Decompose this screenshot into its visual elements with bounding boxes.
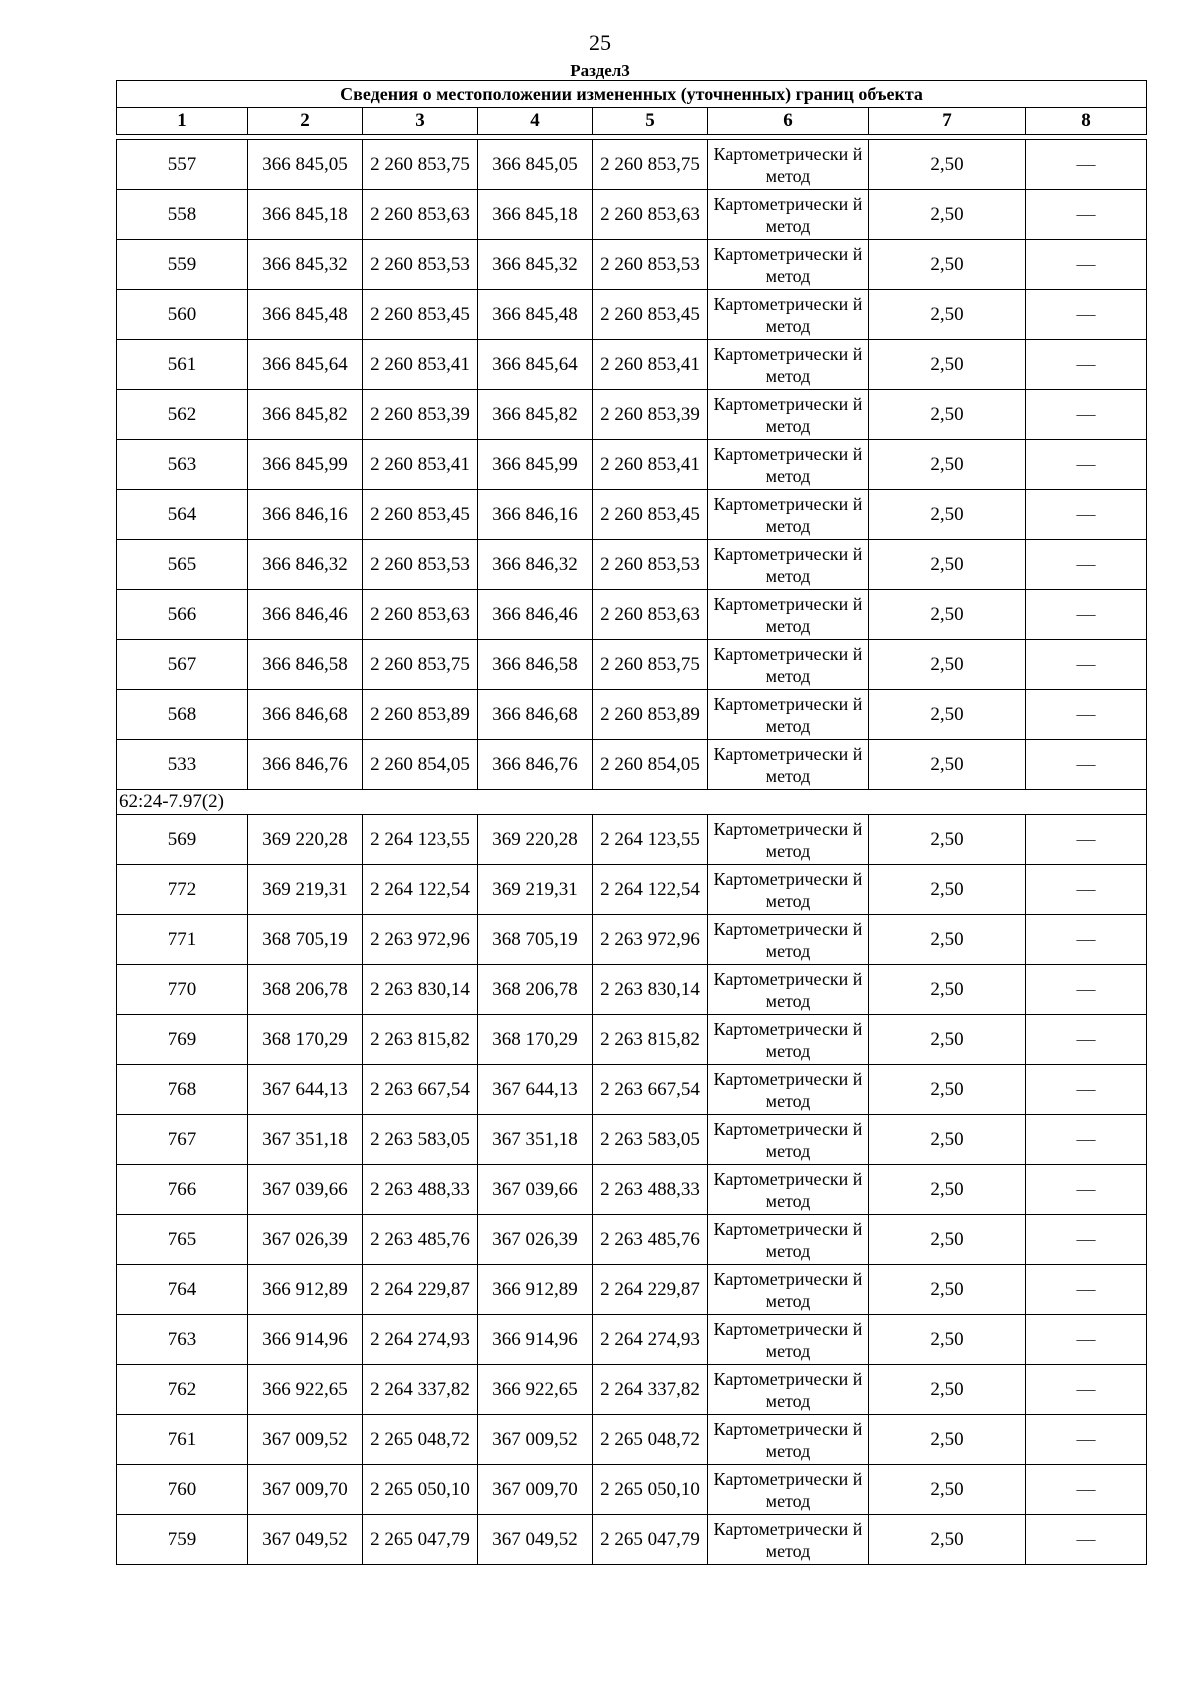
y-new-cell: 2 260 853,89 [593,690,708,740]
table-row [117,1215,1147,1265]
y-new-cell: 2 263 667,54 [593,1065,708,1115]
y-new-cell: 2 260 853,41 [593,340,708,390]
method-cell: Картометрически й метод [708,390,869,440]
method-cell: Картометрически й метод [708,1215,869,1265]
accuracy-cell: 2,50 [869,1215,1026,1265]
table-row [117,440,1147,490]
x-new-cell: 366 845,32 [478,240,593,290]
y-old-cell: 2 260 853,39 [363,390,478,440]
table-body [117,140,1147,1565]
column-number-row [117,108,1147,135]
column-number-1: 1 [117,108,248,135]
y-new-cell: 2 263 972,96 [593,915,708,965]
y-old-cell: 2 263 972,96 [363,915,478,965]
table-row [117,690,1147,740]
point-number-cell: 562 [117,390,248,440]
point-number-cell: 767 [117,1115,248,1165]
x-old-cell: 368 206,78 [248,965,363,1015]
x-new-cell: 366 845,48 [478,290,593,340]
boundary-coordinates-table [116,80,1147,1565]
method-cell: Картометрически й метод [708,340,869,390]
y-new-cell: 2 260 853,53 [593,240,708,290]
point-number-cell: 567 [117,640,248,690]
column-number-7: 7 [869,108,1026,135]
accuracy-cell: 2,50 [869,140,1026,190]
point-number-cell: 762 [117,1365,248,1415]
column-number-3: 3 [363,108,478,135]
y-old-cell: 2 264 274,93 [363,1315,478,1365]
y-old-cell: 2 263 583,05 [363,1115,478,1165]
accuracy-cell: 2,50 [869,1315,1026,1365]
point-number-cell: 566 [117,590,248,640]
description-cell: — [1026,640,1147,690]
x-new-cell: 366 846,46 [478,590,593,640]
description-cell: — [1026,1015,1147,1065]
y-new-cell: 2 265 048,72 [593,1415,708,1465]
table-row [117,815,1147,865]
x-old-cell: 366 846,58 [248,640,363,690]
description-cell: — [1026,1065,1147,1115]
method-cell: Картометрически й метод [708,140,869,190]
description-cell: — [1026,740,1147,790]
description-cell: — [1026,190,1147,240]
point-number-cell: 766 [117,1165,248,1215]
y-old-cell: 2 260 853,89 [363,690,478,740]
x-new-cell: 366 846,32 [478,540,593,590]
table-row [117,1115,1147,1165]
method-cell: Картометрически й метод [708,915,869,965]
table-row [117,740,1147,790]
y-new-cell: 2 260 853,75 [593,640,708,690]
table-row [117,490,1147,540]
accuracy-cell: 2,50 [869,1015,1026,1065]
method-cell: Картометрически й метод [708,190,869,240]
point-number-cell: 568 [117,690,248,740]
x-old-cell: 367 026,39 [248,1215,363,1265]
method-cell: Картометрически й метод [708,1115,869,1165]
point-number-cell: 569 [117,815,248,865]
y-new-cell: 2 260 853,41 [593,440,708,490]
description-cell: — [1026,1315,1147,1365]
description-cell: — [1026,1515,1147,1565]
description-cell: — [1026,340,1147,390]
table-row [117,1515,1147,1565]
method-cell: Картометрически й метод [708,1465,869,1515]
y-new-cell: 2 265 050,10 [593,1465,708,1515]
point-number-cell: 764 [117,1265,248,1315]
y-new-cell: 2 265 047,79 [593,1515,708,1565]
point-number-cell: 761 [117,1415,248,1465]
point-number-cell: 563 [117,440,248,490]
x-old-cell: 367 049,52 [248,1515,363,1565]
x-new-cell: 368 170,29 [478,1015,593,1065]
table-row [117,1015,1147,1065]
method-cell: Картометрически й метод [708,865,869,915]
method-cell: Картометрически й метод [708,490,869,540]
point-number-cell: 559 [117,240,248,290]
x-new-cell: 366 845,18 [478,190,593,240]
y-old-cell: 2 260 853,53 [363,240,478,290]
y-old-cell: 2 260 853,41 [363,440,478,490]
y-old-cell: 2 265 050,10 [363,1465,478,1515]
method-cell: Картометрически й метод [708,240,869,290]
x-old-cell: 367 009,70 [248,1465,363,1515]
accuracy-cell: 2,50 [869,490,1026,540]
x-new-cell: 366 845,99 [478,440,593,490]
y-new-cell: 2 263 815,82 [593,1015,708,1065]
x-new-cell: 369 219,31 [478,865,593,915]
description-cell: — [1026,240,1147,290]
y-new-cell: 2 264 274,93 [593,1315,708,1365]
y-new-cell: 2 264 123,55 [593,815,708,865]
method-cell: Картометрически й метод [708,540,869,590]
y-new-cell: 2 260 853,45 [593,290,708,340]
accuracy-cell: 2,50 [869,240,1026,290]
y-old-cell: 2 260 854,05 [363,740,478,790]
description-cell: — [1026,1115,1147,1165]
accuracy-cell: 2,50 [869,340,1026,390]
y-new-cell: 2 260 853,39 [593,390,708,440]
point-number-cell: 763 [117,1315,248,1365]
method-cell: Картометрически й метод [708,1265,869,1315]
y-old-cell: 2 264 337,82 [363,1365,478,1415]
accuracy-cell: 2,50 [869,1515,1026,1565]
method-cell: Картометрически й метод [708,440,869,490]
accuracy-cell: 2,50 [869,540,1026,590]
table-row [117,1415,1147,1465]
y-old-cell: 2 260 853,41 [363,340,478,390]
accuracy-cell: 2,50 [869,1415,1026,1465]
y-old-cell: 2 264 122,54 [363,865,478,915]
method-cell: Картометрически й метод [708,1315,869,1365]
x-new-cell: 367 009,52 [478,1415,593,1465]
accuracy-cell: 2,50 [869,1265,1026,1315]
accuracy-cell: 2,50 [869,190,1026,240]
group-header-row [117,790,1147,815]
x-old-cell: 367 644,13 [248,1065,363,1115]
x-new-cell: 366 846,58 [478,640,593,690]
y-new-cell: 2 264 229,87 [593,1265,708,1315]
method-cell: Картометрически й метод [708,640,869,690]
x-new-cell: 366 922,65 [478,1365,593,1415]
method-cell: Картометрически й метод [708,740,869,790]
x-old-cell: 366 846,68 [248,690,363,740]
y-new-cell: 2 260 853,63 [593,590,708,640]
point-number-cell: 760 [117,1465,248,1515]
method-cell: Картометрически й метод [708,1515,869,1565]
x-new-cell: 367 009,70 [478,1465,593,1515]
table-row [117,1065,1147,1115]
x-old-cell: 366 846,16 [248,490,363,540]
accuracy-cell: 2,50 [869,1115,1026,1165]
point-number-cell: 561 [117,340,248,390]
method-cell: Картометрически й метод [708,815,869,865]
x-new-cell: 366 846,68 [478,690,593,740]
accuracy-cell: 2,50 [869,915,1026,965]
x-old-cell: 366 846,76 [248,740,363,790]
x-new-cell: 366 846,76 [478,740,593,790]
table-row [117,240,1147,290]
group-label: 62:24-7.97(2) [117,790,1147,815]
x-new-cell: 366 845,64 [478,340,593,390]
description-cell: — [1026,440,1147,490]
accuracy-cell: 2,50 [869,965,1026,1015]
y-old-cell: 2 260 853,75 [363,140,478,190]
x-old-cell: 367 351,18 [248,1115,363,1165]
description-cell: — [1026,965,1147,1015]
description-cell: — [1026,540,1147,590]
y-old-cell: 2 260 853,63 [363,590,478,640]
x-old-cell: 367 009,52 [248,1415,363,1465]
method-cell: Картометрически й метод [708,690,869,740]
method-cell: Картометрически й метод [708,1365,869,1415]
y-old-cell: 2 260 853,63 [363,190,478,240]
method-cell: Картометрически й метод [708,1015,869,1065]
y-old-cell: 2 260 853,45 [363,290,478,340]
x-old-cell: 368 705,19 [248,915,363,965]
method-cell: Картометрически й метод [708,965,869,1015]
y-old-cell: 2 263 485,76 [363,1215,478,1265]
description-cell: — [1026,1215,1147,1265]
method-cell: Картометрически й метод [708,1165,869,1215]
y-old-cell: 2 264 123,55 [363,815,478,865]
point-number-cell: 771 [117,915,248,965]
description-cell: — [1026,690,1147,740]
y-old-cell: 2 260 853,53 [363,540,478,590]
method-cell: Картометрически й метод [708,1065,869,1115]
x-old-cell: 366 845,32 [248,240,363,290]
y-new-cell: 2 260 853,63 [593,190,708,240]
column-number-6: 6 [708,108,869,135]
point-number-cell: 769 [117,1015,248,1065]
x-old-cell: 366 845,82 [248,390,363,440]
y-old-cell: 2 265 047,79 [363,1515,478,1565]
y-old-cell: 2 265 048,72 [363,1415,478,1465]
method-cell: Картометрически й метод [708,1415,869,1465]
x-old-cell: 366 845,18 [248,190,363,240]
y-new-cell: 2 260 854,05 [593,740,708,790]
table-row [117,190,1147,240]
table-row [117,640,1147,690]
point-number-cell: 560 [117,290,248,340]
x-old-cell: 369 219,31 [248,865,363,915]
section-title: Раздел3 [570,61,630,80]
description-cell: — [1026,815,1147,865]
column-number-2: 2 [248,108,363,135]
table-row [117,340,1147,390]
point-number-cell: 768 [117,1065,248,1115]
x-new-cell: 366 845,05 [478,140,593,190]
table-row [117,865,1147,915]
description-cell: — [1026,590,1147,640]
column-number-8: 8 [1026,108,1147,135]
point-number-cell: 565 [117,540,248,590]
description-cell: — [1026,1415,1147,1465]
x-old-cell: 369 220,28 [248,815,363,865]
x-old-cell: 368 170,29 [248,1015,363,1065]
accuracy-cell: 2,50 [869,1365,1026,1415]
x-old-cell: 366 846,46 [248,590,363,640]
x-old-cell: 366 922,65 [248,1365,363,1415]
description-cell: — [1026,1365,1147,1415]
table-row [117,965,1147,1015]
x-old-cell: 366 912,89 [248,1265,363,1315]
description-cell: — [1026,290,1147,340]
description-cell: — [1026,865,1147,915]
accuracy-cell: 2,50 [869,390,1026,440]
y-old-cell: 2 263 815,82 [363,1015,478,1065]
y-old-cell: 2 260 853,45 [363,490,478,540]
point-number-cell: 557 [117,140,248,190]
accuracy-cell: 2,50 [869,1465,1026,1515]
accuracy-cell: 2,50 [869,1165,1026,1215]
y-new-cell: 2 264 337,82 [593,1365,708,1415]
description-cell: — [1026,915,1147,965]
table-row [117,390,1147,440]
y-old-cell: 2 260 853,75 [363,640,478,690]
accuracy-cell: 2,50 [869,1065,1026,1115]
accuracy-cell: 2,50 [869,590,1026,640]
table-row [117,540,1147,590]
x-new-cell: 366 846,16 [478,490,593,540]
method-cell: Картометрически й метод [708,290,869,340]
table-row [117,915,1147,965]
y-new-cell: 2 263 583,05 [593,1115,708,1165]
x-new-cell: 369 220,28 [478,815,593,865]
point-number-cell: 564 [117,490,248,540]
column-number-4: 4 [478,108,593,135]
x-old-cell: 366 845,05 [248,140,363,190]
x-old-cell: 366 845,99 [248,440,363,490]
y-old-cell: 2 264 229,87 [363,1265,478,1315]
x-new-cell: 367 351,18 [478,1115,593,1165]
point-number-cell: 770 [117,965,248,1015]
description-cell: — [1026,1465,1147,1515]
x-new-cell: 367 644,13 [478,1065,593,1115]
table-row [117,290,1147,340]
y-old-cell: 2 263 830,14 [363,965,478,1015]
x-old-cell: 366 846,32 [248,540,363,590]
method-cell: Картометрически й метод [708,590,869,640]
accuracy-cell: 2,50 [869,690,1026,740]
description-cell: — [1026,390,1147,440]
accuracy-cell: 2,50 [869,865,1026,915]
description-cell: — [1026,1165,1147,1215]
x-old-cell: 366 845,64 [248,340,363,390]
y-new-cell: 2 263 830,14 [593,965,708,1015]
x-new-cell: 368 206,78 [478,965,593,1015]
point-number-cell: 765 [117,1215,248,1265]
point-number-cell: 558 [117,190,248,240]
accuracy-cell: 2,50 [869,740,1026,790]
x-new-cell: 367 039,66 [478,1165,593,1215]
x-old-cell: 366 845,48 [248,290,363,340]
description-cell: — [1026,490,1147,540]
x-new-cell: 366 845,82 [478,390,593,440]
y-new-cell: 2 263 485,76 [593,1215,708,1265]
x-old-cell: 367 039,66 [248,1165,363,1215]
page-number: 25 [589,30,611,55]
x-old-cell: 366 914,96 [248,1315,363,1365]
accuracy-cell: 2,50 [869,640,1026,690]
y-new-cell: 2 260 853,53 [593,540,708,590]
point-number-cell: 759 [117,1515,248,1565]
x-new-cell: 367 049,52 [478,1515,593,1565]
table-row [117,1365,1147,1415]
y-old-cell: 2 263 488,33 [363,1165,478,1215]
y-old-cell: 2 263 667,54 [363,1065,478,1115]
table-row [117,140,1147,190]
y-new-cell: 2 260 853,45 [593,490,708,540]
y-new-cell: 2 263 488,33 [593,1165,708,1215]
table-row [117,1165,1147,1215]
column-number-5: 5 [593,108,708,135]
point-number-cell: 772 [117,865,248,915]
y-new-cell: 2 260 853,75 [593,140,708,190]
table-row [117,1315,1147,1365]
table-caption: Сведения о местоположении измененных (уточненных) границ объекта [117,81,1147,108]
table-row [117,1465,1147,1515]
x-new-cell: 367 026,39 [478,1215,593,1265]
description-cell: — [1026,1265,1147,1315]
description-cell: — [1026,140,1147,190]
accuracy-cell: 2,50 [869,815,1026,865]
x-new-cell: 366 914,96 [478,1315,593,1365]
table-row [117,1265,1147,1315]
accuracy-cell: 2,50 [869,290,1026,340]
table-row [117,590,1147,640]
y-new-cell: 2 264 122,54 [593,865,708,915]
x-new-cell: 366 912,89 [478,1265,593,1315]
point-number-cell: 533 [117,740,248,790]
accuracy-cell: 2,50 [869,440,1026,490]
x-new-cell: 368 705,19 [478,915,593,965]
